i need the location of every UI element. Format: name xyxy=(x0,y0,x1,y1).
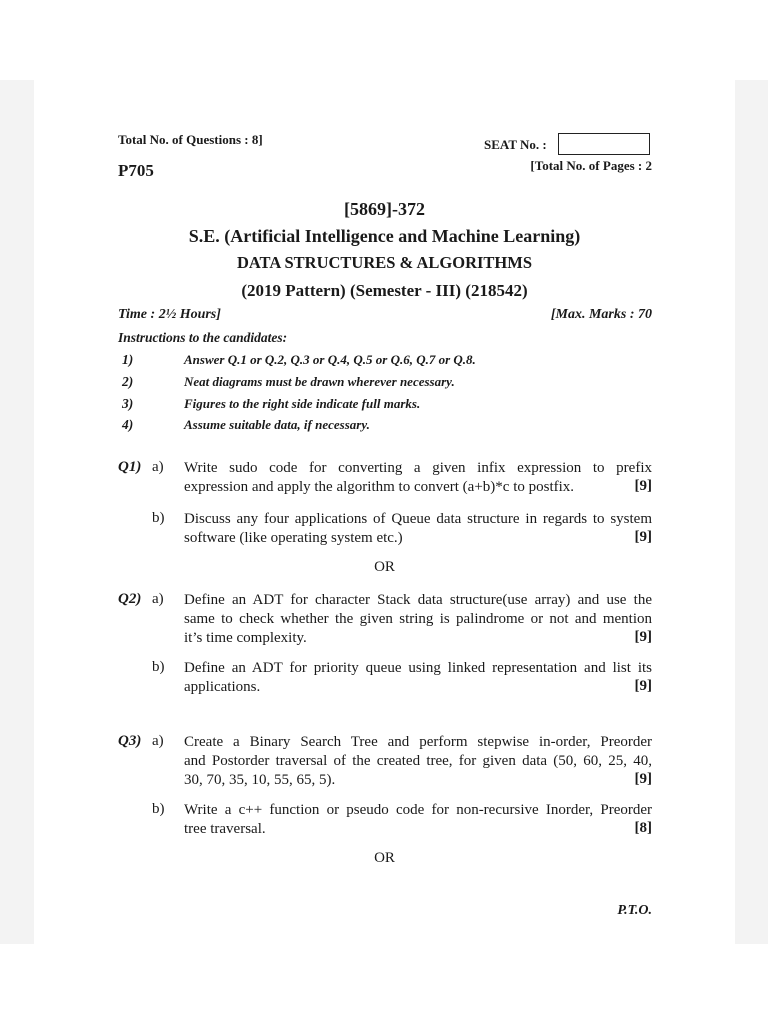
instruction-number: 4) xyxy=(122,417,134,432)
total-pages: [Total No. of Pages : 2 xyxy=(530,158,652,173)
question-line: same to check whether the given string is palindrome or not and mention xyxy=(184,611,652,627)
seat-number-box xyxy=(558,133,650,155)
instruction-text: Figures to the right side indicate full marks. xyxy=(184,396,421,411)
marks-q1b: [9] xyxy=(634,529,652,545)
instruction-text: Answer Q.1 or Q.2, Q.3 or Q.4, Q.5 or Q.6, Q.7 or Q.8. xyxy=(184,352,476,367)
question-line: Define an ADT for character Stack data structure(use array) and use the xyxy=(184,592,652,608)
time-duration: Time : 2½ Hours] xyxy=(118,307,221,322)
question-line: tree traversal. xyxy=(184,821,266,837)
question-line: Define an ADT for priority queue using linked representation and list its xyxy=(184,660,652,676)
marks-q3a: [9] xyxy=(634,771,652,787)
instruction-number: 2) xyxy=(122,374,134,389)
marks-q1a: [9] xyxy=(634,478,652,494)
question-label-q3: Q3) xyxy=(118,733,142,749)
question-text-q1a xyxy=(184,459,652,497)
question-line: expression and apply the algorithm to convert (a+b)*c to postfix. xyxy=(184,479,575,495)
seat-number-label: SEAT No. : xyxy=(484,137,547,152)
max-marks: [Max. Marks : 70 xyxy=(550,307,652,322)
question-line: 30, 70, 35, 10, 55, 65, 5). xyxy=(184,772,336,788)
question-text-q2b xyxy=(184,659,652,697)
question-line: Create a Binary Search Tree and perform stepwise in-order, Preorder xyxy=(184,734,652,750)
question-part-label: a) xyxy=(152,459,164,475)
question-line: Write a c++ function or pseudo code for non-recursive Inorder, Preorder xyxy=(184,802,652,818)
question-part-label: b) xyxy=(152,659,165,675)
question-line: applications. xyxy=(184,679,261,695)
question-text-q2a xyxy=(184,591,652,648)
question-label-q2: Q2) xyxy=(118,591,142,607)
marks-q2a: [9] xyxy=(634,629,652,645)
question-text-q3b xyxy=(184,801,652,839)
instruction-number: 1) xyxy=(122,352,134,367)
pattern-title: (2019 Pattern) (Semester - III) (218542) xyxy=(241,281,528,300)
instruction-number: 3) xyxy=(122,396,134,411)
question-line: Discuss any four applications of Queue data structure in regards to system xyxy=(184,511,652,527)
question-part-label: b) xyxy=(152,510,165,526)
marks-q3b: [8] xyxy=(634,820,652,836)
page-turn-over: P.T.O. xyxy=(617,903,652,918)
question-part-label: b) xyxy=(152,801,165,817)
course-title: S.E. (Artificial Intelligence and Machine Learning) xyxy=(188,226,581,246)
subject-title: DATA STRUCTURES & ALGORITHMS xyxy=(236,253,533,272)
exam-paper-page xyxy=(34,80,735,944)
or-separator: OR xyxy=(374,850,395,866)
question-line: it’s time complexity. xyxy=(184,630,307,646)
marks-q2b: [9] xyxy=(634,678,652,694)
question-text-q1b xyxy=(184,510,652,548)
question-line: software (like operating system etc.) xyxy=(184,530,403,546)
question-label-q1: Q1) xyxy=(118,459,142,475)
instruction-text: Assume suitable data, if necessary. xyxy=(184,417,370,432)
instruction-text: Neat diagrams must be drawn wherever necessary. xyxy=(184,374,455,389)
paper-code: P705 xyxy=(118,161,154,180)
exam-code: [5869]-372 xyxy=(344,199,425,219)
question-part-label: a) xyxy=(152,591,164,607)
question-line: and Postorder traversal of the created tree, for given data (50, 60, 25, 40, xyxy=(184,753,652,769)
or-separator: OR xyxy=(374,559,395,575)
question-text-q3a xyxy=(184,733,652,790)
question-line: Write sudo code for converting a given infix expression to prefix xyxy=(184,460,652,476)
instructions-heading: Instructions to the candidates: xyxy=(118,330,288,345)
total-questions: Total No. of Questions : 8] xyxy=(118,132,263,147)
question-part-label: a) xyxy=(152,733,164,749)
